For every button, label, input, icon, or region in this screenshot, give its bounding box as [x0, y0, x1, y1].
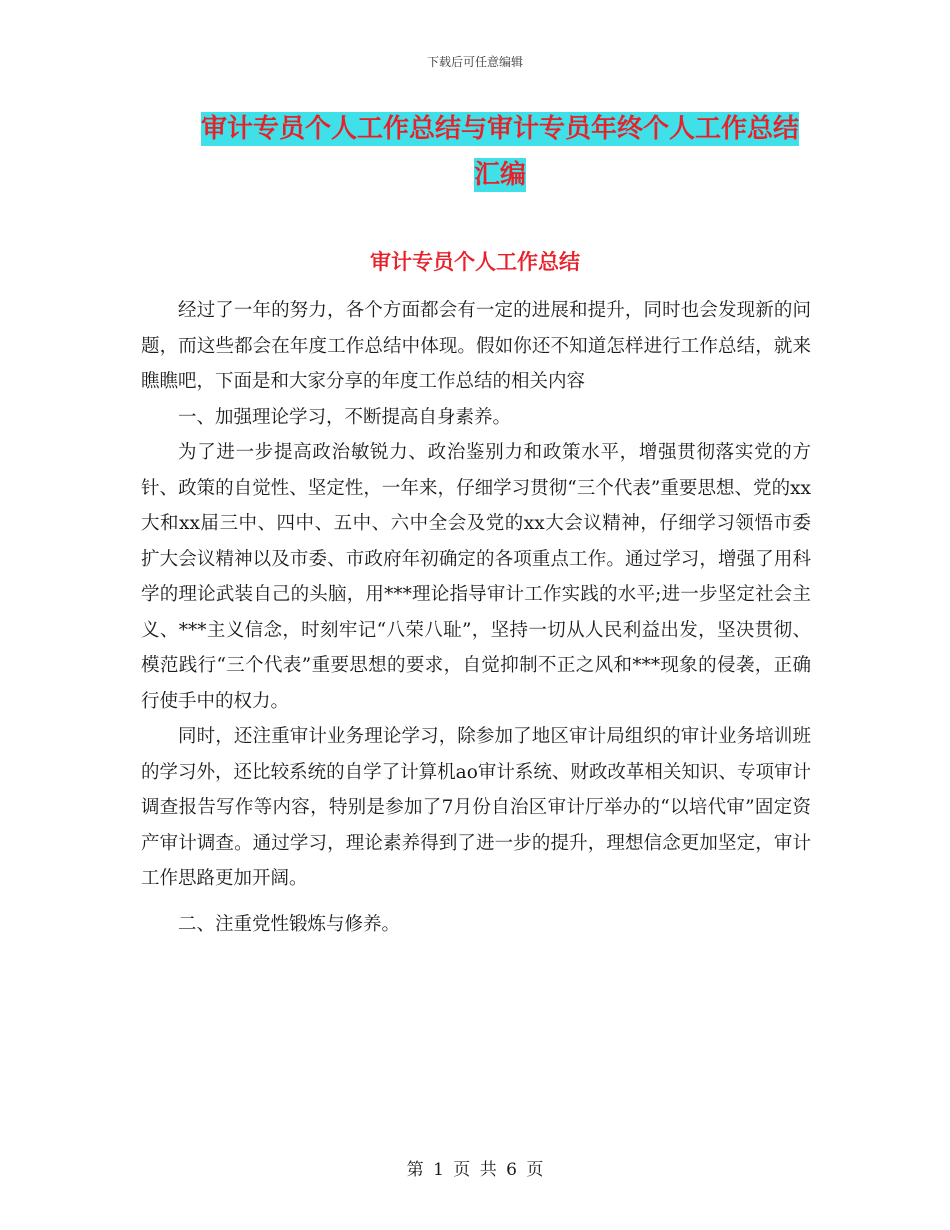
paragraph-intro: 经过了一年的努力，各个方面都会有一定的进展和提升，同时也会发现新的问题，而这些都会在年度工作总结中体现。假如你还不知道怎样进行工作总结，就来瞧瞧吧，下面是和大家分享的年度工作总结的相关内容	[141, 300, 811, 392]
section-title: 审计专员个人工作总结	[370, 250, 580, 274]
document-title-line-2: 汇编	[473, 160, 526, 190]
document-title	[120, 106, 880, 198]
document-title-line-1: 审计专员个人工作总结与审计专员年终个人工作总结	[200, 114, 799, 144]
paragraph-theory-study: 为了进一步提高政治敏锐力、政治鉴别力和政策水平，增强贯彻落实党的方针、政策的自觉性、坚定性，一年来，仔细学习贯彻“三个代表”重要思想、党的xx大和xx届三中、四中、五中、六中全会及党的xx大会议精神，仔细学习领悟市委扩大会议精神以及市委、市政府年初确定的各项重点工作。通过学习，增强了用科学的理论武装自己的头脑，用***理论指导审计工作实践的水平;进一步坚定社会主义、***主义信念，时刻牢记“八荣八耻”，坚持一切从人民利益出发，坚决贯彻、模范践行“三个代表”重要思想的要求，自觉抑制不正之风和***现象的侵袭，正确行使手中的权力。	[141, 442, 811, 712]
paragraph-heading-1: 一、加强理论学习，不断提高自身素养。	[178, 406, 512, 428]
paragraph-heading-2: 二、注重党性锻炼与修养。	[178, 913, 401, 935]
page-footer: 第 1 页 共 6 页	[406, 1160, 544, 1180]
header-note: 下载后可任意编辑	[426, 55, 523, 69]
paragraph-audit-study: 同时，还注重审计业务理论学习，除参加了地区审计局组织的审计业务培训班的学习外，还比较系统的自学了计算机ao审计系统、财政改革相关知识、专项审计调查报告写作等内容，特别是参加了7月份自治区审计厅举办的“以培代审”固定资产审计调查。通过学习，理论素养得到了进一步的提升，理想信念更加坚定，审计工作思路更加开阔。	[141, 726, 811, 889]
document-body	[141, 293, 811, 942]
